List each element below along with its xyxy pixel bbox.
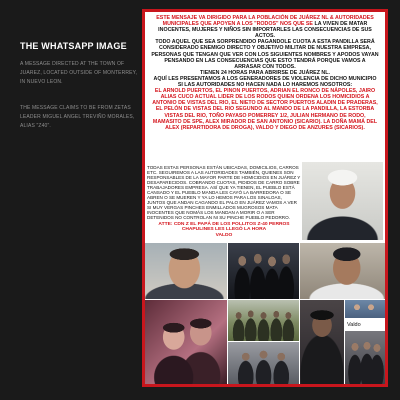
photo-man-hat	[300, 300, 344, 384]
photo-man-cap	[300, 243, 385, 299]
page-title: THE WHATSAPP IMAGE	[20, 41, 127, 51]
message-presentation: AQUÍ LES PRESENTAMOS A LOS GENERADORES DE VIOLENCIA DE DICHO MUNICIPIO SI LAS AUTORIDADES NO HACEN NADA LO HAREMOS NOSOTROS:	[153, 75, 377, 89]
message-body-block	[147, 165, 301, 238]
message-intro-red: ESTE MENSAJE VA DIRIGIDO PARA LA POBLACIÓN DE JUÁREZ NL & AUTORIDADES MUNICIPALES QUE APOYEN A LOS "RODOS" NOS QUE SE	[156, 15, 374, 28]
photo-selfie	[145, 243, 227, 299]
photo-armed-group-night	[228, 243, 299, 299]
photo-group-small	[345, 300, 385, 318]
message-signature-name: VALDO	[215, 232, 233, 238]
photo-man-white-cap	[302, 162, 383, 240]
whatsapp-image[interactable]	[142, 9, 388, 387]
message-header	[151, 15, 379, 131]
description-line: LEADER MIGUEL ANGEL TREVIÑO MORALES,	[20, 114, 135, 120]
photo-car-interior	[145, 300, 227, 384]
message-names-list: EL ARNOLD PUERTOS, EL PINON PUERTOS, ADRIAN EL RONCO DE NÁPOLES, JAIRO ALIAS CUCO ACTUAL LIDER DE LOS RODOS QUIEN ORDENA LOS HOMICIDIOS A ANTONIO DE VISTAS DEL RIO, EL NIETO DE SECTOR PUERTOS ALADIN DE PRADERAS, EL PELÓN DE VISTAS DEL RIO SEGUNDO AL MANDO DE LA PANDILLA, LA ESTORBA VISTAS DEL RIO, TOÑO PAYASO POMERREY 1/2, JULIAN HERMANO DE RODO, MAMASITO DE SPE, ALEX MIRADOR DE SAN ANTONIO (SICARIO). LA DOÑA MAMÁ DEL ALEX (REPARTIDORA DE DROGA), VALDO Y DIEGO DE ANZURES (SICARIOS).	[152, 88, 378, 131]
description-paragraph-location	[20, 60, 137, 87]
photo-caption: Valdo	[347, 322, 361, 328]
description-line: A MESSAGE DIRECTED AT THE TOWN OF	[20, 61, 125, 67]
description-line: ALIAS "Z40".	[20, 123, 51, 129]
message-deadline: TIENEN 24 HORAS PARA ABRIRSE DE JUÁREZ NL.	[200, 69, 330, 76]
message-signature: ATTE: CDN Z EL PAPÁ DE LOS POLLITOS Z-40 PERROS CHAPULINES LES LLEGÓ LA HORA	[158, 221, 290, 233]
description-line: JUAREZ, LOCATED OUTSIDE OF MONTERREY,	[20, 70, 138, 76]
message-body: TODAS ESTAS PERSONAS ESTÁN UBICADAS, DOMICILIOS, CARROS ETC. SEGUIREMOS A LAS AUTORIDADES TAMBIÉN, QUIENES SON RESPONSABLES DE LA MAYOR PARTE DE HOMICIDIOS EN JUÁREZ Y DESAPARECIDOS. COBRANDO CUOTAS, PIDIDOS DE CARRO SOBRE TRABAJADORES EMPRESA. ASÍ QUE YA TIENEN, EL PUEBLO ESTÁ CANSADO Y EL PUEBLO MANDA LES CAYÓ LA BARREDORA O SE ABREN O SE MUEREN Y YA LO HEMOS PARA LOS SINALOAS, JUNTOS QUE ANDAN CAGANDO EL PALO EN JUÁREZ VAMOS A VER SI MUY VERGAS PINCHES ENMILLADOS MUGROSOS MATA INOCENTES QUE NOMÁS LOS MANDAN A MORIR O A SER DETENIDOS NO CONTROLAN NI SU PINCHE PUEBLO PEDORRO.	[147, 165, 301, 221]
message-intro-black: LA VIVEN DE MATAR INOCENTES, MUJERES Y NIÑOS SIN IMPORTARLES LAS CONSECUENCIAS DE SUS ACTOS.	[158, 21, 372, 40]
message-warning: TODO AQUEL QUE SEA SORPRENDIDO PAGANDOLE CUOTA A ESTA PANDILLA SERÁ CONSIDERADO ENEMIGO DIRECTO Y OBJETIVO MILITAR DE NUESTRA EMPRESA, PERSONAS QUE TENGAN QUE VER CON LOS SIGUIENTES NOMBRES Y APODOS VAYAN PENSANDO EN LAS CONSECUENCIAS QUE ESTO TENDRÁ PORQUE VAMOS A ARRASAR CON TODOS.	[151, 39, 379, 70]
photo-group-field	[228, 300, 299, 341]
message-intro-paragraph	[151, 15, 379, 39]
photo-collage	[145, 243, 385, 384]
description-line: IN NUEVO LEON.	[20, 79, 63, 85]
description-line: THE MESSAGE CLAIMS TO BE FROM ZETAS	[20, 105, 131, 111]
description-paragraph-author	[20, 104, 134, 131]
photo-group-standing	[228, 342, 299, 384]
photo-group-valdo	[345, 331, 385, 384]
